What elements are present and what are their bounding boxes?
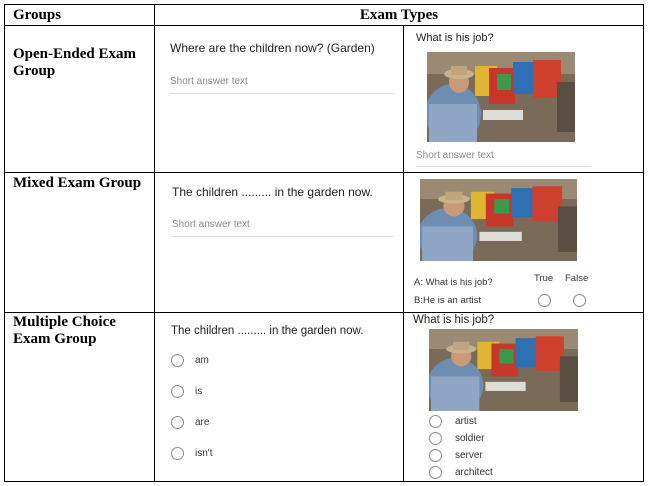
statement-a: A: What is his job? bbox=[414, 277, 493, 288]
artist-painting-photo bbox=[427, 52, 575, 142]
option-radio[interactable] bbox=[429, 415, 442, 428]
fill-blank-question: The children ......... in the garden now. bbox=[171, 325, 364, 337]
option-radio[interactable] bbox=[429, 432, 442, 445]
open-ended-question: Where are the children now? (Garden) bbox=[170, 41, 375, 55]
job-question: What is his job? bbox=[413, 314, 495, 326]
statement-b: B:He is an artist bbox=[414, 295, 482, 306]
option-radio[interactable] bbox=[429, 449, 442, 462]
exam-types-table bbox=[4, 4, 644, 482]
fill-blank-question: The children ......... in the garden now. bbox=[172, 185, 373, 199]
group-label-mixed: Mixed Exam Group bbox=[13, 175, 142, 191]
false-column-label: False bbox=[565, 273, 589, 284]
true-column-label: True bbox=[534, 273, 554, 284]
short-answer-field[interactable]: Short answer text bbox=[172, 219, 250, 230]
option-radio[interactable] bbox=[171, 354, 184, 367]
option-label: isn't bbox=[195, 448, 213, 459]
option-label: soldier bbox=[455, 433, 485, 444]
option-label: server bbox=[455, 450, 483, 461]
artist-painting-photo bbox=[429, 329, 578, 411]
short-answer-field[interactable]: Short answer text bbox=[416, 150, 494, 161]
row-divider-1 bbox=[5, 172, 643, 173]
group-label-multiple-choice: Multiple Choice Exam Group bbox=[13, 314, 116, 347]
option-radio[interactable] bbox=[429, 466, 442, 479]
column-divider-1 bbox=[154, 5, 155, 481]
groups-header: Groups bbox=[13, 7, 62, 23]
short-answer-field[interactable]: Short answer text bbox=[170, 76, 248, 87]
option-label: is bbox=[195, 386, 203, 397]
true-radio[interactable] bbox=[538, 294, 551, 307]
option-radio[interactable] bbox=[171, 416, 184, 429]
option-radio[interactable] bbox=[171, 385, 184, 398]
column-divider-2 bbox=[403, 25, 404, 481]
option-label: artist bbox=[455, 416, 477, 427]
short-answer-underline bbox=[416, 166, 591, 167]
option-label: am bbox=[195, 355, 209, 366]
option-label: architect bbox=[455, 467, 493, 478]
short-answer-underline bbox=[170, 93, 394, 94]
option-label: are bbox=[195, 417, 210, 428]
job-question: What is his job? bbox=[416, 32, 494, 44]
exam-types-header: Exam Types bbox=[359, 7, 439, 23]
short-answer-underline bbox=[172, 236, 394, 237]
group-label-open-ended: Open-Ended Exam Group bbox=[13, 46, 136, 79]
row-divider-header bbox=[5, 25, 643, 26]
row-divider-2 bbox=[5, 312, 643, 313]
option-radio[interactable] bbox=[171, 447, 184, 460]
artist-painting-photo bbox=[420, 179, 577, 261]
false-radio[interactable] bbox=[573, 294, 586, 307]
